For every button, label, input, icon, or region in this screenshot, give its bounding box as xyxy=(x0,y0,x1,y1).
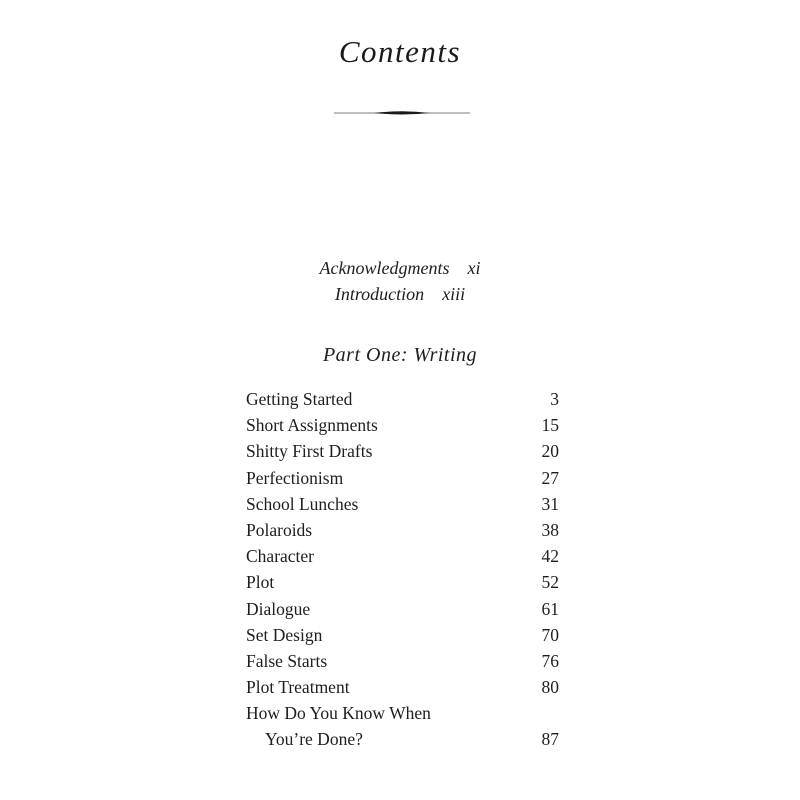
entry-page: 52 xyxy=(541,572,559,593)
entry-title: How Do You Know When xyxy=(246,703,431,724)
toc-entry[interactable] xyxy=(246,700,559,726)
entry-title: Short Assignments xyxy=(246,415,378,436)
toc-entry[interactable] xyxy=(246,648,559,674)
toc-list xyxy=(246,386,559,753)
front-matter-label: Acknowledgments xyxy=(319,258,450,278)
toc-entry[interactable] xyxy=(246,386,559,412)
front-matter-introduction[interactable] xyxy=(0,281,800,307)
front-matter-label: Introduction xyxy=(334,284,425,304)
entry-page: 42 xyxy=(541,546,559,567)
entry-title: Plot xyxy=(246,572,275,593)
entry-page: 80 xyxy=(541,677,559,698)
entry-title: School Lunches xyxy=(246,493,359,514)
part-heading: Part One: Writing xyxy=(322,344,478,366)
toc-entry[interactable] xyxy=(246,438,559,464)
entry-title: Perfectionism xyxy=(246,467,344,488)
toc-entry[interactable] xyxy=(246,517,559,543)
entry-page: 3 xyxy=(550,389,559,409)
entry-page: 87 xyxy=(541,729,559,750)
toc-entry[interactable] xyxy=(246,674,559,700)
entry-page: 27 xyxy=(541,467,559,488)
toc-entry[interactable] xyxy=(246,596,559,622)
entry-title: Plot Treatment xyxy=(246,677,350,698)
front-matter-list xyxy=(0,255,800,307)
toc-entry[interactable] xyxy=(246,412,559,438)
toc-entry[interactable] xyxy=(246,491,559,517)
toc-entry[interactable] xyxy=(246,465,559,491)
entry-page-blank xyxy=(529,700,559,726)
entry-title: Shitty First Drafts xyxy=(246,441,373,462)
entry-page: 20 xyxy=(541,441,559,462)
entry-title-continued: You’re Done? xyxy=(265,729,363,750)
entry-title: Character xyxy=(246,546,315,567)
toc-entry[interactable] xyxy=(246,622,559,648)
page-title: Contents xyxy=(338,34,462,69)
entry-page: 38 xyxy=(541,519,559,540)
front-matter-page: xiii xyxy=(442,284,466,304)
entry-title: Getting Started xyxy=(246,389,353,409)
entry-page: 61 xyxy=(541,598,559,619)
toc-entry[interactable] xyxy=(246,569,559,595)
entry-title: Polaroids xyxy=(246,519,313,540)
entry-title: False Starts xyxy=(246,650,328,671)
entry-page: 15 xyxy=(541,415,559,436)
front-matter-page: xi xyxy=(467,258,481,278)
toc-entry-continued[interactable] xyxy=(246,726,559,752)
entry-page: 31 xyxy=(541,493,559,514)
entry-title: Set Design xyxy=(246,624,323,645)
front-matter-acknowledgments[interactable] xyxy=(0,255,800,281)
entry-page: 76 xyxy=(541,650,559,671)
toc-entry[interactable] xyxy=(246,543,559,569)
entry-title: Dialogue xyxy=(246,598,311,619)
entry-page: 70 xyxy=(541,624,559,645)
ornamental-divider xyxy=(334,106,470,120)
